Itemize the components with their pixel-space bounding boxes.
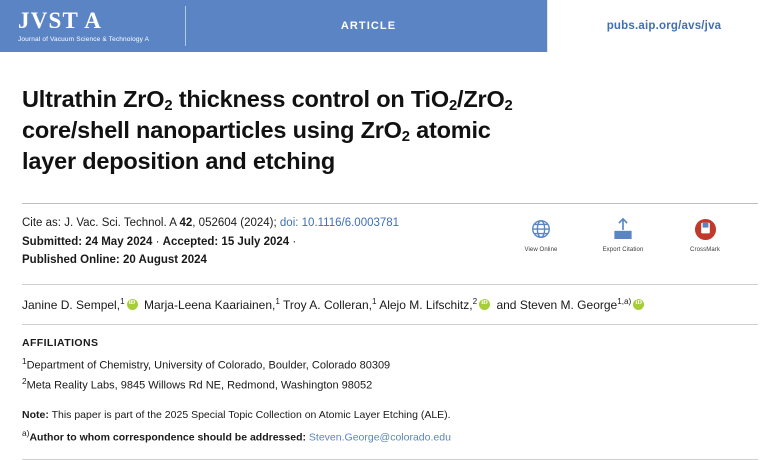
author-affiliation-marker: 2 bbox=[472, 296, 478, 306]
journal-header bbox=[0, 0, 780, 52]
orcid-icon[interactable] bbox=[633, 299, 644, 310]
author-list bbox=[22, 296, 758, 315]
correspondence-text: Author to whom correspondence should be addressed: bbox=[29, 431, 306, 444]
title-part-3: /ZrO bbox=[457, 86, 505, 112]
crossmark-action[interactable] bbox=[676, 216, 734, 253]
date-separator-1: · bbox=[155, 235, 160, 248]
affiliation-marker: 2 bbox=[22, 376, 27, 386]
orcid-icon[interactable] bbox=[127, 299, 138, 310]
author-name[interactable]: Marja-Leena Kaariainen, bbox=[143, 297, 276, 312]
orcid-icon[interactable] bbox=[479, 299, 490, 310]
journal-subtitle: Journal of Vacuum Science & Technology A bbox=[18, 35, 150, 43]
export-citation-caption: Export Citation bbox=[602, 247, 644, 254]
page-title bbox=[22, 84, 582, 177]
submitted-date: Submitted: 24 May 2024 bbox=[22, 235, 153, 248]
export-icon[interactable] bbox=[594, 216, 652, 242]
article-front-matter bbox=[0, 84, 780, 460]
header-center bbox=[200, 20, 547, 32]
affiliations-list bbox=[22, 355, 758, 395]
crossmark-icon[interactable] bbox=[676, 216, 734, 242]
journal-url-panel[interactable] bbox=[547, 0, 780, 52]
article-actions bbox=[512, 214, 758, 253]
affiliation-item bbox=[22, 375, 758, 395]
author-affiliation-marker: 1 bbox=[275, 296, 280, 306]
title-sub-3: 2 bbox=[504, 98, 513, 115]
affiliation-marker: 1 bbox=[22, 356, 27, 366]
citation-volume: 42 bbox=[179, 217, 193, 230]
author-affiliation-marker: 1 bbox=[371, 296, 377, 306]
author-name[interactable]: Janine D. Sempel, bbox=[22, 297, 121, 312]
note-label: Note: bbox=[22, 408, 49, 421]
title-part-1: Ultrathin ZrO bbox=[22, 86, 165, 112]
author-affiliation-marker: 1 bbox=[120, 296, 125, 306]
date-separator-2: · bbox=[292, 235, 297, 248]
citation-block bbox=[22, 214, 399, 270]
correspondence-note bbox=[22, 427, 758, 446]
journal-logo: JVST A bbox=[18, 8, 103, 34]
authors-conjunction: and bbox=[496, 297, 517, 312]
doi-link[interactable]: 10.1116/6.0003781 bbox=[301, 217, 400, 230]
title-part-5: atomic bbox=[409, 117, 491, 144]
citation-journal: J. Vac. Sci. Technol. A bbox=[64, 217, 177, 230]
article-type-label: ARTICLE bbox=[340, 20, 397, 32]
author-name[interactable]: Steven M. George bbox=[519, 297, 618, 312]
title-sub-2: 2 bbox=[448, 98, 458, 115]
published-line bbox=[22, 251, 399, 270]
author-name[interactable]: Alejo M. Lifschitz, bbox=[379, 297, 473, 312]
note-text: This paper is part of the 2025 Special Topic Collection on Atomic Layer Etching (ALE). bbox=[51, 408, 451, 421]
doi-label: doi: bbox=[279, 217, 299, 230]
affiliation-text: Meta Reality Labs, 9845 Willows Rd NE, Redmond, Washington 98052 bbox=[26, 379, 373, 392]
title-sub-1: 2 bbox=[164, 98, 173, 115]
citation-line bbox=[22, 214, 399, 233]
affiliation-item bbox=[22, 355, 758, 375]
divider-above-authors bbox=[22, 284, 758, 285]
title-part-6: layer deposition and etching bbox=[22, 148, 336, 175]
title-part-2: thickness control on TiO bbox=[172, 86, 449, 112]
author-name[interactable]: Troy A. Colleran, bbox=[283, 297, 372, 312]
cite-as-label: Cite as: bbox=[22, 217, 61, 230]
title-sub-4: 2 bbox=[401, 129, 410, 146]
view-online-action[interactable] bbox=[512, 216, 570, 253]
affiliation-text: Department of Chemistry, University of Colorado, Boulder, Colorado 80309 bbox=[26, 359, 391, 372]
header-divider bbox=[185, 6, 186, 46]
accepted-date: Accepted: 15 July 2024 bbox=[162, 235, 290, 248]
export-citation-action[interactable] bbox=[594, 216, 652, 253]
divider-above-citation bbox=[22, 203, 758, 204]
published-date: Published Online: 20 August 2024 bbox=[22, 254, 207, 267]
author-affiliation-marker: 1,a) bbox=[617, 296, 632, 306]
crossmark-caption: CrossMark bbox=[690, 247, 720, 254]
special-topic-note bbox=[22, 407, 758, 424]
divider-above-affiliations bbox=[22, 324, 758, 325]
journal-url-link[interactable]: pubs.aip.org/avs/jva bbox=[606, 20, 722, 32]
correspondence-email-link[interactable]: Steven.George@colorado.edu bbox=[308, 431, 451, 444]
view-online-caption: View Online bbox=[524, 247, 558, 254]
citation-article-number: , 052604 (2024); bbox=[192, 217, 277, 230]
correspondence-marker: a) bbox=[22, 427, 30, 438]
globe-icon[interactable] bbox=[512, 216, 570, 242]
title-part-4: core/shell nanoparticles using ZrO bbox=[22, 117, 402, 144]
affiliations-heading: AFFILIATIONS bbox=[22, 336, 99, 349]
submitted-accepted-line bbox=[22, 233, 399, 252]
citation-row bbox=[22, 214, 758, 270]
journal-branding bbox=[0, 9, 200, 42]
